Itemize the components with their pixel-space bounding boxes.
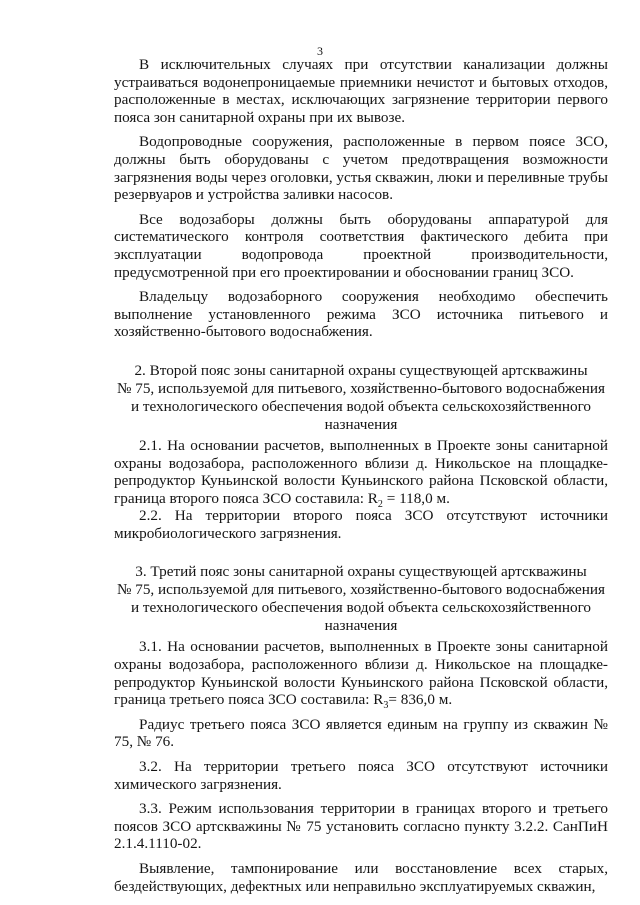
- section-2-heading: [114, 362, 608, 434]
- paragraph-water-structures: Водопроводные сооружения, расположенные в первом поясе ЗСО, должны быть оборудованы с учетом предотвращения возможности загрязнения воды через оголовки, устья скважин, люки и переливные трубы резервуаров и устройства заливки насосов.: [114, 133, 608, 204]
- paragraph-radius-group: Радиус третьего пояса ЗСО является единым на группу из скважин № 75, № 76.: [114, 715, 608, 751]
- paragraph-3-1: [114, 638, 608, 712]
- paragraph-2-2: 2.2. На территории второго пояса ЗСО отсутствуют источники микробиологического загрязнения.: [114, 507, 608, 542]
- radius-subscript: 3: [383, 700, 389, 712]
- paragraph-water-intakes: Все водозаборы должны быть оборудованы аппаратурой для систематического контроля соответствия фактического дебита при эксплуатации водопровода проектной производительности, предусмотренной при его проектировании и обосновании границ ЗСО.: [114, 210, 608, 281]
- section-3-heading-line: и технологического обеспечения водой объекта сельскохозяйственного: [130, 599, 592, 617]
- section-3-heading-line: 3. Третий пояс зоны санитарной охраны существующей артскважины: [135, 563, 587, 581]
- paragraph-wells: Выявление, тампонирование или восстановление всех старых, бездействующих, дефектных или неправильно эксплуатируемых скважин,: [114, 860, 608, 895]
- paragraph-sewage: В исключительных случаях при отсутствии канализации должны устраиваться водонепроницаемые приемники нечистот и бытовых отходов, расположенные в местах, исключающих загрязнение территории первого пояса зон санитарной охраны при их вывозе.: [114, 56, 608, 126]
- document-body: [114, 56, 608, 895]
- paragraph-3-3: 3.3. Режим использования территории в границах второго и третьего поясов ЗСО артскважины № 75 установить согласно пункту 3.2.2. СанПиН 2.1.4.1110-02.: [114, 800, 608, 853]
- section-2-heading-line: 2. Второй пояс зоны санитарной охраны существующей артскважины: [134, 361, 588, 379]
- paragraph-3-2: 3.2. На территории третьего пояса ЗСО отсутствуют источники химического загрязнения.: [114, 758, 608, 793]
- section-3-heading-line: № 75, используемой для питьевого, хозяйственно-бытового водоснабжения: [116, 581, 606, 599]
- section-2-heading-line: № 75, используемой для питьевого, хозяйственно-бытового водоснабжения: [116, 379, 606, 397]
- section-2-heading-line: и технологического обеспечения водой объекта сельскохозяйственного: [130, 397, 592, 415]
- radius-value: = 118,0 м.: [382, 489, 450, 507]
- radius-subscript: 2: [377, 498, 383, 510]
- paragraph-3-1-text: 3.1. На основании расчетов, выполненных в Проекте зоны санитарной охраны водозабора, расположенного вблизи д. Никольское на площадке-репродуктор Куньинской волости Куньинского района Псковской области, граница третьего пояса ЗСО составила:: [114, 638, 608, 709]
- radius-symbol: R: [373, 691, 384, 709]
- radius-value: = 836,0 м.: [388, 691, 453, 709]
- section-3-heading: [114, 563, 608, 635]
- paragraph-owner: Владельцу водозаборного сооружения необходимо обеспечить выполнение установленного режима ЗСО источника питьевого и хозяйственно-бытового водоснабжения.: [114, 288, 608, 341]
- paragraph-2-1-text: 2.1. На основании расчетов, выполненных в Проекте зоны санитарной охраны водозабора, расположенного вблизи д. Никольское на площадке-репродуктор Куньинской волости Куньинского района Псковской области, граница второго пояса ЗСО составила:: [114, 436, 608, 507]
- section-2-heading-line: назначения: [324, 415, 398, 433]
- radius-symbol: R: [367, 489, 378, 507]
- section-3-heading-line: назначения: [324, 617, 398, 635]
- paragraph-2-1: [114, 436, 608, 510]
- page-number: 3: [317, 44, 323, 58]
